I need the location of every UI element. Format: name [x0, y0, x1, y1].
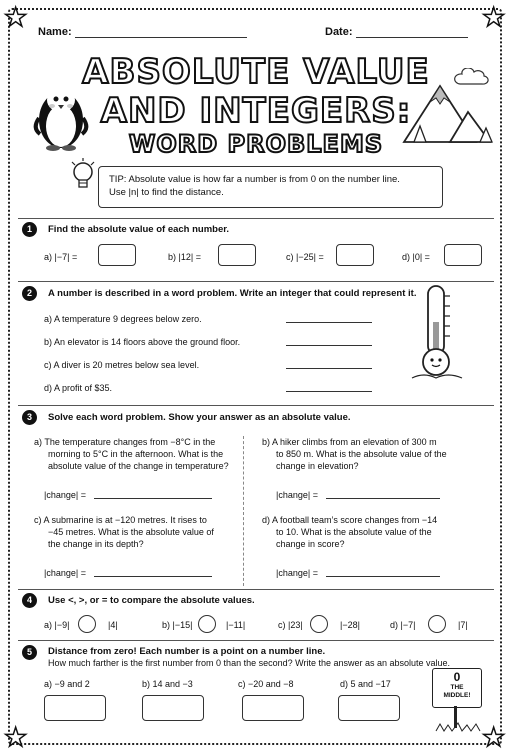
word-problem-b	[262, 436, 447, 472]
problem-label: a) −9 and 2	[44, 679, 90, 689]
section-prompt: Find the absolute value of each number.	[48, 224, 230, 235]
date-field	[325, 26, 468, 38]
star-icon: ★	[4, 2, 28, 32]
problem-text: c) A submarine is at −120 metres. It rises to	[34, 515, 207, 525]
answer-label: |change| =	[44, 490, 86, 500]
sign-text: THE	[450, 684, 464, 691]
star-icon: ★	[482, 722, 506, 752]
compare-right: |7|	[458, 620, 468, 630]
section-prompt-2: How much farther is the first number from 0 than the second? Write the answer as an absolute value.	[48, 658, 451, 668]
compare-circle[interactable]	[198, 615, 216, 633]
compare-left: d) |−7|	[390, 620, 416, 630]
problem-text: −45 metres. What is the absolute value of	[48, 527, 214, 537]
answer-box[interactable]	[338, 695, 400, 721]
problem-text: absolute value of the change in temperature?	[48, 461, 229, 471]
problem-label: d) 5 and −17	[340, 679, 391, 689]
answer-label: |change| =	[44, 568, 86, 578]
section-1	[22, 222, 492, 282]
compare-right: |−28|	[340, 620, 360, 630]
problem-text: to 10. What is the absolute value of the	[276, 527, 432, 537]
problem-label: a) A temperature 9 degrees below zero.	[44, 314, 202, 324]
problem-label: b) An elevator is 14 floors above the ground floor.	[44, 337, 241, 347]
mountains-icon	[400, 68, 496, 150]
zero-sign	[432, 668, 482, 708]
section-number: 3	[22, 410, 37, 425]
sign-text: MIDDLE!	[443, 692, 471, 699]
section-5	[22, 645, 492, 735]
section-prompt: Solve each word problem. Show your answer as an absolute value.	[48, 412, 351, 423]
date-label: Date:	[325, 26, 353, 38]
title-line-3: WORD PROBLEMS	[128, 130, 384, 158]
problem-text: a) The temperature changes from −8°C in the	[34, 437, 216, 447]
section-prompt: A number is described in a word problem. Write an integer that could represent it.	[48, 288, 417, 299]
star-icon: ★	[482, 2, 506, 32]
grass-icon	[434, 722, 484, 732]
answer-line[interactable]	[94, 498, 212, 499]
problem-text: morning to 5°C in the afternoon. What is the	[48, 449, 224, 459]
answer-line[interactable]	[286, 322, 372, 323]
answer-box[interactable]	[44, 695, 106, 721]
word-problem-c	[34, 514, 214, 550]
answer-box[interactable]	[218, 244, 256, 266]
problem-label: d) |0| =	[402, 252, 430, 262]
problem-text: d) A football team’s score changes from −14	[262, 515, 438, 525]
answer-box[interactable]	[336, 244, 374, 266]
compare-left: a) |−9|	[44, 620, 70, 630]
answer-line[interactable]	[94, 576, 212, 577]
compare-left: c) |23|	[278, 620, 303, 630]
problem-text: change in score?	[276, 539, 345, 549]
problem-text: change in elevation?	[276, 461, 359, 471]
section-prompt: Distance from zero! Each number is a point on a number line.	[48, 646, 326, 657]
section-divider	[18, 218, 494, 219]
answer-line[interactable]	[326, 498, 440, 499]
answer-line[interactable]	[326, 576, 440, 577]
problem-label: a) |−7| =	[44, 252, 78, 262]
section-prompt: Use <, >, or = to compare the absolute values.	[48, 595, 255, 606]
answer-box[interactable]	[142, 695, 204, 721]
title-line-1: ABSOLUTE VALUE	[82, 52, 430, 92]
compare-right: |4|	[108, 620, 118, 630]
tip-line-1: TIP: Absolute value is how far a number is from 0 on the number line.	[109, 174, 400, 185]
thermometer-icon	[404, 282, 470, 382]
name-line[interactable]	[75, 27, 247, 38]
compare-circle[interactable]	[310, 615, 328, 633]
problem-text: b) A hiker climbs from an elevation of 300 m	[262, 437, 437, 447]
name-field	[38, 26, 247, 38]
compare-circle[interactable]	[78, 615, 96, 633]
section-number: 1	[22, 222, 37, 237]
answer-label: |change| =	[276, 568, 318, 578]
section-3	[22, 410, 492, 592]
problem-label: c) A diver is 20 metres below sea level.	[44, 360, 200, 370]
answer-box[interactable]	[444, 244, 482, 266]
answer-line[interactable]	[286, 345, 372, 346]
answer-box[interactable]	[98, 244, 136, 266]
name-label: Name:	[38, 26, 72, 38]
section-4	[22, 593, 492, 641]
lightbulb-icon	[70, 158, 96, 196]
section-number: 2	[22, 286, 37, 301]
answer-label: |change| =	[276, 490, 318, 500]
problem-label: b) 14 and −3	[142, 679, 193, 689]
problem-label: d) A profit of $35.	[44, 383, 113, 393]
section-number: 5	[22, 645, 37, 660]
tip-line-2: Use |n| to find the distance.	[109, 187, 224, 198]
problem-text: to 850 m. What is the absolute value of the	[276, 449, 447, 459]
problem-label: b) |12| =	[168, 252, 201, 262]
compare-right: |−11|	[226, 620, 246, 630]
star-icon: ★	[4, 722, 28, 752]
section-divider	[18, 589, 494, 590]
word-problem-a	[34, 436, 229, 472]
title-line-2: AND INTEGERS:	[100, 91, 412, 131]
section-number: 4	[22, 593, 37, 608]
penguin-icon	[30, 80, 92, 152]
problem-label: c) |−25| =	[286, 252, 324, 262]
problem-text: the change in its depth?	[48, 539, 144, 549]
problem-label: c) −20 and −8	[238, 679, 294, 689]
date-line[interactable]	[356, 27, 468, 38]
compare-circle[interactable]	[428, 615, 446, 633]
answer-box[interactable]	[242, 695, 304, 721]
word-problem-d	[262, 514, 437, 550]
compare-left: b) |−15|	[162, 620, 193, 630]
section-divider	[18, 405, 494, 406]
section-divider	[18, 640, 494, 641]
answer-line[interactable]	[286, 368, 372, 369]
answer-line[interactable]	[286, 391, 372, 392]
column-divider	[243, 436, 244, 586]
sign-text: 0	[453, 670, 461, 684]
tip-box	[98, 166, 443, 208]
